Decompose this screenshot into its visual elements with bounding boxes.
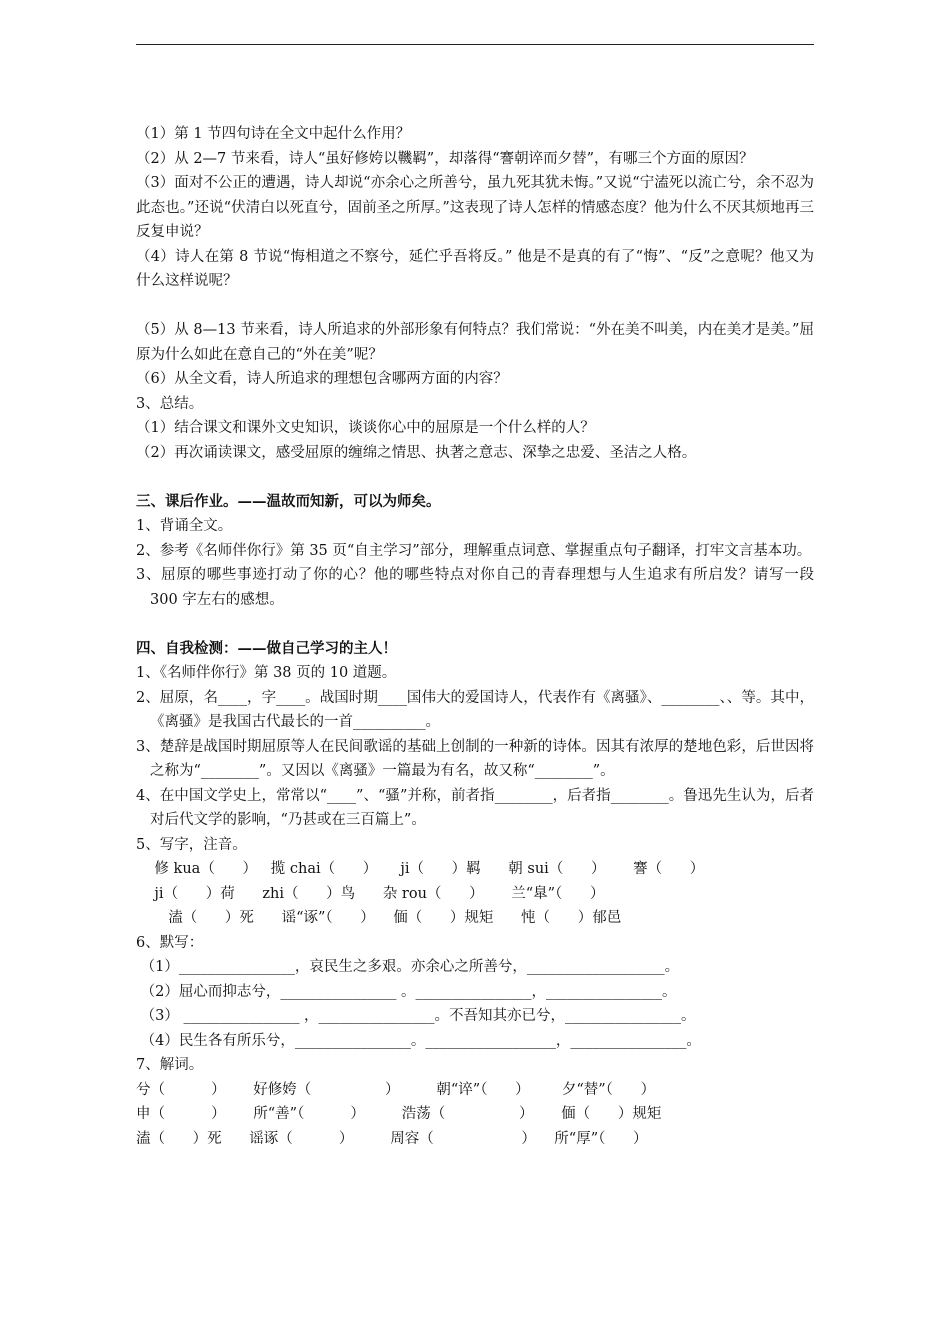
vocab-title: 7、解词。 xyxy=(136,1057,204,1073)
vocab-row-2: 申（ ） 所“善”（ ） 浩荡（ ） 偭（ ）规矩 xyxy=(136,1106,662,1122)
phonetic-row-2: ji（ ）荷 zhi（ ）鸟 杂 rou（ ） 兰“臯”（ ） xyxy=(136,885,605,902)
recite-line-2: （2）屈心而抑志兮，________________ 。________________，________________。 xyxy=(136,983,677,1000)
document-body xyxy=(136,122,814,1151)
test-item-3: 3、楚辞是战国时期屈原等人在民间歌谣的基础上创制的一种新的诗体。因其有浓厚的楚地色彩，后世因将之称为“________”。又因以《离骚》一篇最为有名，故又称“________”。 xyxy=(136,738,814,779)
homework-heading: 三、课后作业。——温故而知新，可以为师矣。 xyxy=(136,492,441,510)
question-1: （1）第 1 节四句诗在全文中起什么作用？ xyxy=(136,126,411,142)
summary-item-2: （2）再次诵读课文，感受屈原的缠绵之情思、执著之意志、深挚之忠爱、圣洁之人格。 xyxy=(136,444,697,461)
phonetic-row-1: 修 kua（ ） 揽 chai（ ） ji（ ）羁 朝 sui（ ） 謇（ ） xyxy=(136,861,705,877)
vocab-row-1: 兮（ ） 好修姱（ ） 朝“谇”（ ） 夕“替”（ ） xyxy=(136,1081,656,1098)
test-item-5: 5、写字，注音。 xyxy=(136,836,247,853)
recite-line-1: （1）________________，哀民生之多艰。亦余心之所善兮，___________________。 xyxy=(136,959,680,975)
homework-item-3: 3、屈原的哪些事迹打动了你的心？他的哪些特点对你自己的青春理想与人生追求有所启发？请写一段 300 字左右的感想。 xyxy=(136,567,814,608)
recite-line-3: （3） ________________ ，________________。不吾知其亦已兮，________________。 xyxy=(136,1008,696,1024)
test-item-1: 1、《名师伴你行》第 38 页的 10 道题。 xyxy=(136,665,397,681)
test-item-2: 2、屈原，名____，字____。战国时期____国伟大的爱国诗人，代表作有《离骚》、________、、等。其中，《离骚》是我国古代最长的一首__________。 xyxy=(136,689,814,730)
phonetic-row-3: 溘（ ）死 谣“诼”（ ） 偭（ ）规矩 忳（ ）郁邑 xyxy=(136,910,622,926)
header-rule xyxy=(136,44,814,45)
summary-title: 3、总结。 xyxy=(136,395,204,412)
question-2: （2）从 2—7 节来看，诗人“虽好修姱以鞿羁”，却落得“謇朝谇而夕替”，有哪三个方面的原因？ xyxy=(136,150,754,167)
question-3: （3）面对不公正的遭遇，诗人却说“亦余心之所善兮，虽九死其犹未悔。”又说“宁溘死以流亡兮，余不忍为此态也。”还说“伏清白以死直兮，固前圣之所厚。”这表现了诗人怎样的情感态度？他为什么不厌其烦地再三反复申说？ xyxy=(136,175,814,240)
recite-line-4: （4）民生各有所乐兮，________________。__________________，________________。 xyxy=(136,1032,701,1049)
test-item-4: 4、在中国文学史上，常常以“____”、“骚”并称，前者指________，后者指________。鲁迅先生认为，后者对后代文学的影响，“乃甚或在三百篇上”。 xyxy=(136,787,814,828)
question-6: （6）从全文看，诗人所追求的理想包含哪两方面的内容？ xyxy=(136,371,508,387)
question-5: （5）从 8—13 节来看，诗人所追求的外部形象有何特点？我们常说：“外在美不叫美，内在美才是美。”屈原为什么如此在意自己的“外在美”呢？ xyxy=(136,322,814,363)
vocab-row-3: 溘（ ）死 谣诼（ ） 周容（ ） 所“厚”（ ） xyxy=(136,1130,648,1147)
summary-item-1: （1）结合课文和课外文史知识，谈谈你心中的屈原是一个什么样的人？ xyxy=(136,420,595,436)
homework-item-1: 1、背诵全文。 xyxy=(136,518,233,534)
homework-item-2: 2、参考《名师伴你行》第 35 页“自主学习”部分，理解重点词意、掌握重点句子翻译，打牢文言基本功。 xyxy=(136,542,812,559)
test-heading: 四、自我检测：——做自己学习的主人！ xyxy=(136,639,397,657)
recite-title: 6、默写： xyxy=(136,934,204,951)
question-4: （4）诗人在第 8 节说“悔相道之不察兮，延伫乎吾将反。” 他是不是真的有了“悔”、“反”之意呢？他又为什么这样说呢？ xyxy=(136,248,814,289)
